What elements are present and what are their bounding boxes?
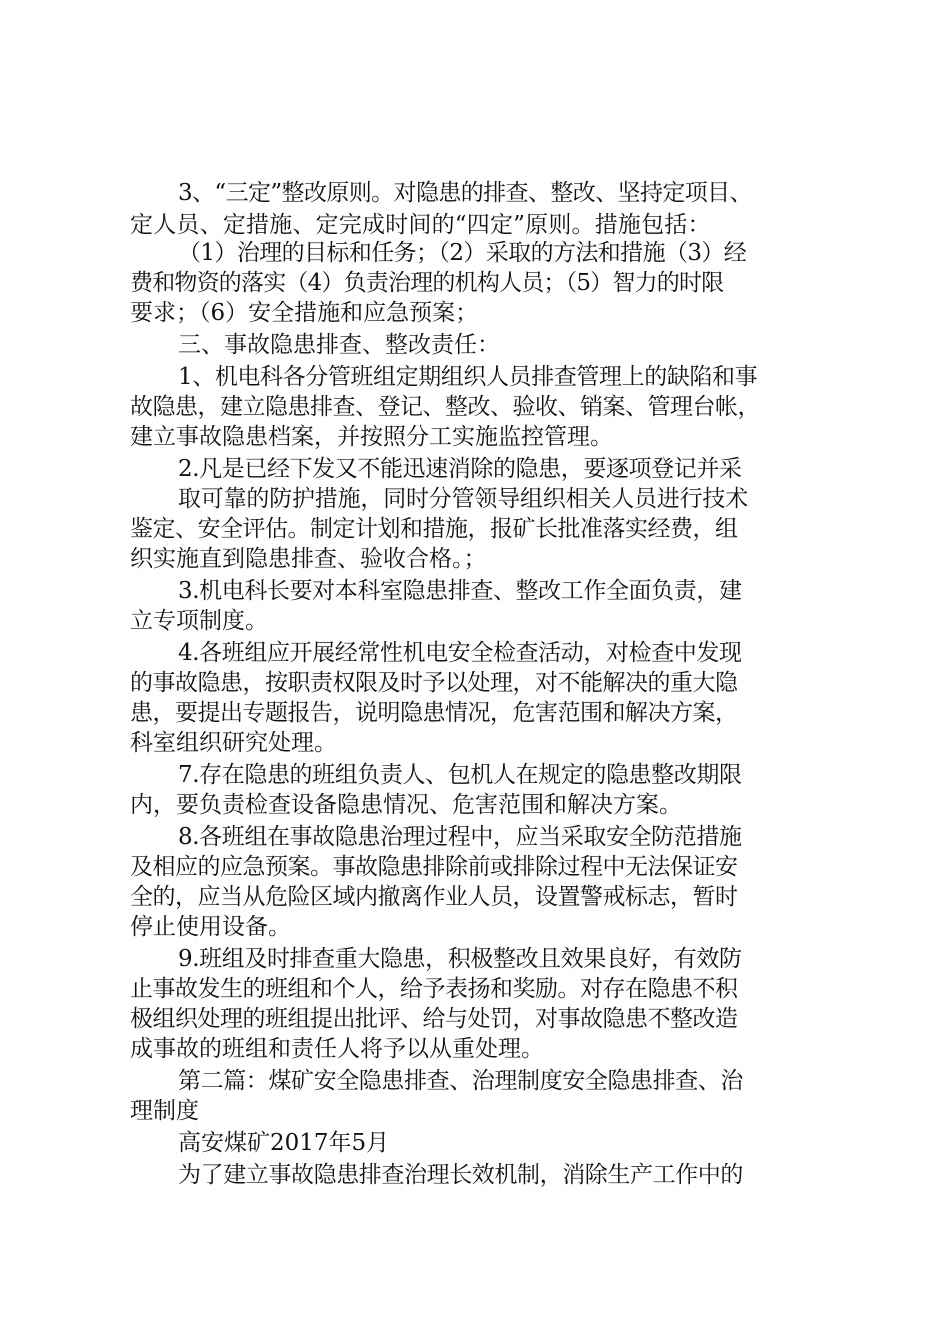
text-line: 的事故隐患，按职责权限及时予以处理，对不能解决的重大隐 xyxy=(130,670,738,696)
text-line: 极组织处理的班组提出批评、给与处罚，对事故隐患不整改造 xyxy=(130,1006,738,1032)
text-line: 故隐患，建立隐患排查、登记、整改、验收、销案、管理台帐， xyxy=(130,394,760,420)
text-line: 为了建立事故隐患排查治理长效机制，消除生产工作中的 xyxy=(178,1162,744,1188)
text-line: 内，要负责检查设备隐患情况、危害范围和解决方案。 xyxy=(130,792,682,818)
text-line: 科室组织研究处理。 xyxy=(130,730,337,756)
text-line: 止事故发生的班组和个人，给予表扬和奖励。对存在隐患不积 xyxy=(130,976,738,1002)
text-line: 鉴定、安全评估。制定计划和措施，报矿长批准落实经费，组 xyxy=(130,516,738,542)
text-line: 要求；（6）安全措施和应急预案； xyxy=(130,300,479,326)
text-line: 取可靠的防护措施，同时分管领导组织相关人员进行技术 xyxy=(178,486,749,512)
text-line: 3、“三定”整改原则。对隐患的排查、整改、坚持定项目、 xyxy=(178,180,752,206)
date-line: 高安煤矿2017年5月 xyxy=(178,1130,390,1156)
text-line: 全的，应当从危险区域内撤离作业人员，设置警戒标志，暂时 xyxy=(130,884,738,910)
text-line: 7.存在隐患的班组负责人、包机人在规定的隐患整改期限 xyxy=(178,762,742,788)
text-line: 立专项制度。 xyxy=(130,608,268,634)
text-line: 8.各班组在事故隐患治理过程中，应当采取安全防范措施 xyxy=(178,824,742,850)
text-line: 三、事故隐患排查、整改责任： xyxy=(178,332,500,358)
text-line: 成事故的班组和责任人将予以从重处理。 xyxy=(130,1036,544,1062)
text-line: 织实施直到隐患排查、验收合格。； xyxy=(130,546,487,572)
text-line: 4.各班组应开展经常性机电安全检查活动，对检查中发现 xyxy=(178,640,742,666)
text-line: 建立事故隐患档案，并按照分工实施监控管理。 xyxy=(130,424,613,450)
text-line: 费和物资的落实（4）负责治理的机构人员；（5）智力的时限 xyxy=(130,270,724,296)
text-line: （1）治理的目标和任务；（2）采取的方法和措施（3）经 xyxy=(178,240,747,266)
text-line: 停止使用设备。 xyxy=(130,914,291,940)
text-line: 患，要提出专题报告，说明隐患情况，危害范围和解决方案， xyxy=(130,700,738,726)
text-line: 1、机电科各分管班组定期组织人员排查管理上的缺陷和事 xyxy=(178,364,758,390)
section-heading: 理制度 xyxy=(130,1098,199,1124)
text-line: 9.班组及时排查重大隐患，积极整改且效果良好，有效防 xyxy=(178,946,742,972)
text-line: 2.凡是已经下发又不能迅速消除的隐患，要逐项登记并采 xyxy=(178,456,742,482)
text-line: 及相应的应急预案。事故隐患排除前或排除过程中无法保证安 xyxy=(130,854,738,880)
text-line: 3.机电科长要对本科室隐患排查、整改工作全面负责，建 xyxy=(178,578,742,604)
text-line: 定人员、定措施、定完成时间的“四定”原则。措施包括： xyxy=(130,212,711,238)
section-heading: 第二篇：煤矿安全隐患排查、治理制度安全隐患排查、治 xyxy=(178,1068,744,1094)
